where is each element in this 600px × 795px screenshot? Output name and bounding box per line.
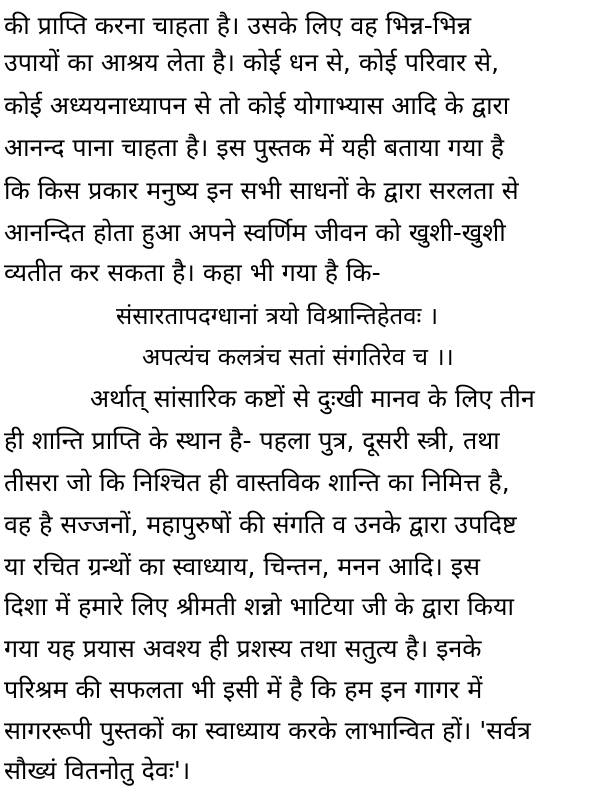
- paragraph-1-line-7: व्यतीत कर सकता है। कहा भी गया है कि-: [4, 258, 381, 287]
- paragraph-2-line-10: सौख्यं वितनोतु देवः'।: [4, 756, 191, 785]
- paragraph-2-line-9: सागररूपी पुस्तकों का स्वाध्याय करके लाभान्वित हों। 'सर्वत्र: [4, 716, 531, 745]
- paragraph-2-line-2: ही शान्ति प्राप्ति के स्थान है- पहला पुत्र, दूसरी स्त्री, तथा: [4, 426, 500, 455]
- verse-line-2: अपत्यंच कलत्रंच सतां संगतिरेव च ।।: [142, 343, 454, 371]
- paragraph-2-line-4: वह है सज्जनों, महापुरुषों की संगति व उनके द्वारा उपदिष्ट: [4, 510, 517, 539]
- paragraph-1-line-1: की प्राप्ति करना चाहता है। उसके लिए वह भिन्न-भिन्न: [4, 11, 472, 40]
- paragraph-1-line-4: आनन्द पाना चाहता है। इस पुस्तक में यही बताया गया है: [4, 133, 505, 162]
- paragraph-1-line-5: कि किस प्रकार मनुष्य इन सभी साधनों के द्वारा सरलता से: [4, 176, 519, 205]
- paragraph-2-line-7: गया यह प्रयास अवश्य ही प्रशस्य तथा सतुत्य है। इनके: [4, 634, 482, 663]
- paragraph-2-line-6: दिशा में हमारे लिए श्रीमती शन्नो भाटिया जी के द्वारा किया: [4, 592, 514, 621]
- paragraph-2-line-8: परिश्रम की सफलता भी इसी में है कि हम इन गागर में: [4, 675, 483, 704]
- paragraph-1-line-6: आनन्दित होता हुआ अपने स्वर्णिम जीवन को खुशी-खुशी: [4, 218, 506, 247]
- paragraph-2-line-3: तीसरा जो कि निश्चित ही वास्तविक शान्ति का निमित्त है,: [4, 468, 510, 497]
- verse-line-1: संसारतापदग्धानां त्रयो विश्रान्तिहेतवः ।: [116, 302, 439, 330]
- paragraph-2-line-5: या रचित ग्रन्थों का स्वाध्याय, चिन्तन, मनन आदि। इस: [4, 552, 480, 581]
- paragraph-1-line-2: उपायों का आश्रय लेता है। कोई धन से, कोई परिवार से,: [4, 48, 500, 77]
- paragraph-2-line-1: अर्थात् सांसारिक कष्टों से दुःखी मानव के लिए तीन: [90, 384, 535, 413]
- paragraph-1-line-3: कोई अध्ययनाध्यापन से तो कोई योगाभ्यास आदि के द्वारा: [4, 91, 510, 120]
